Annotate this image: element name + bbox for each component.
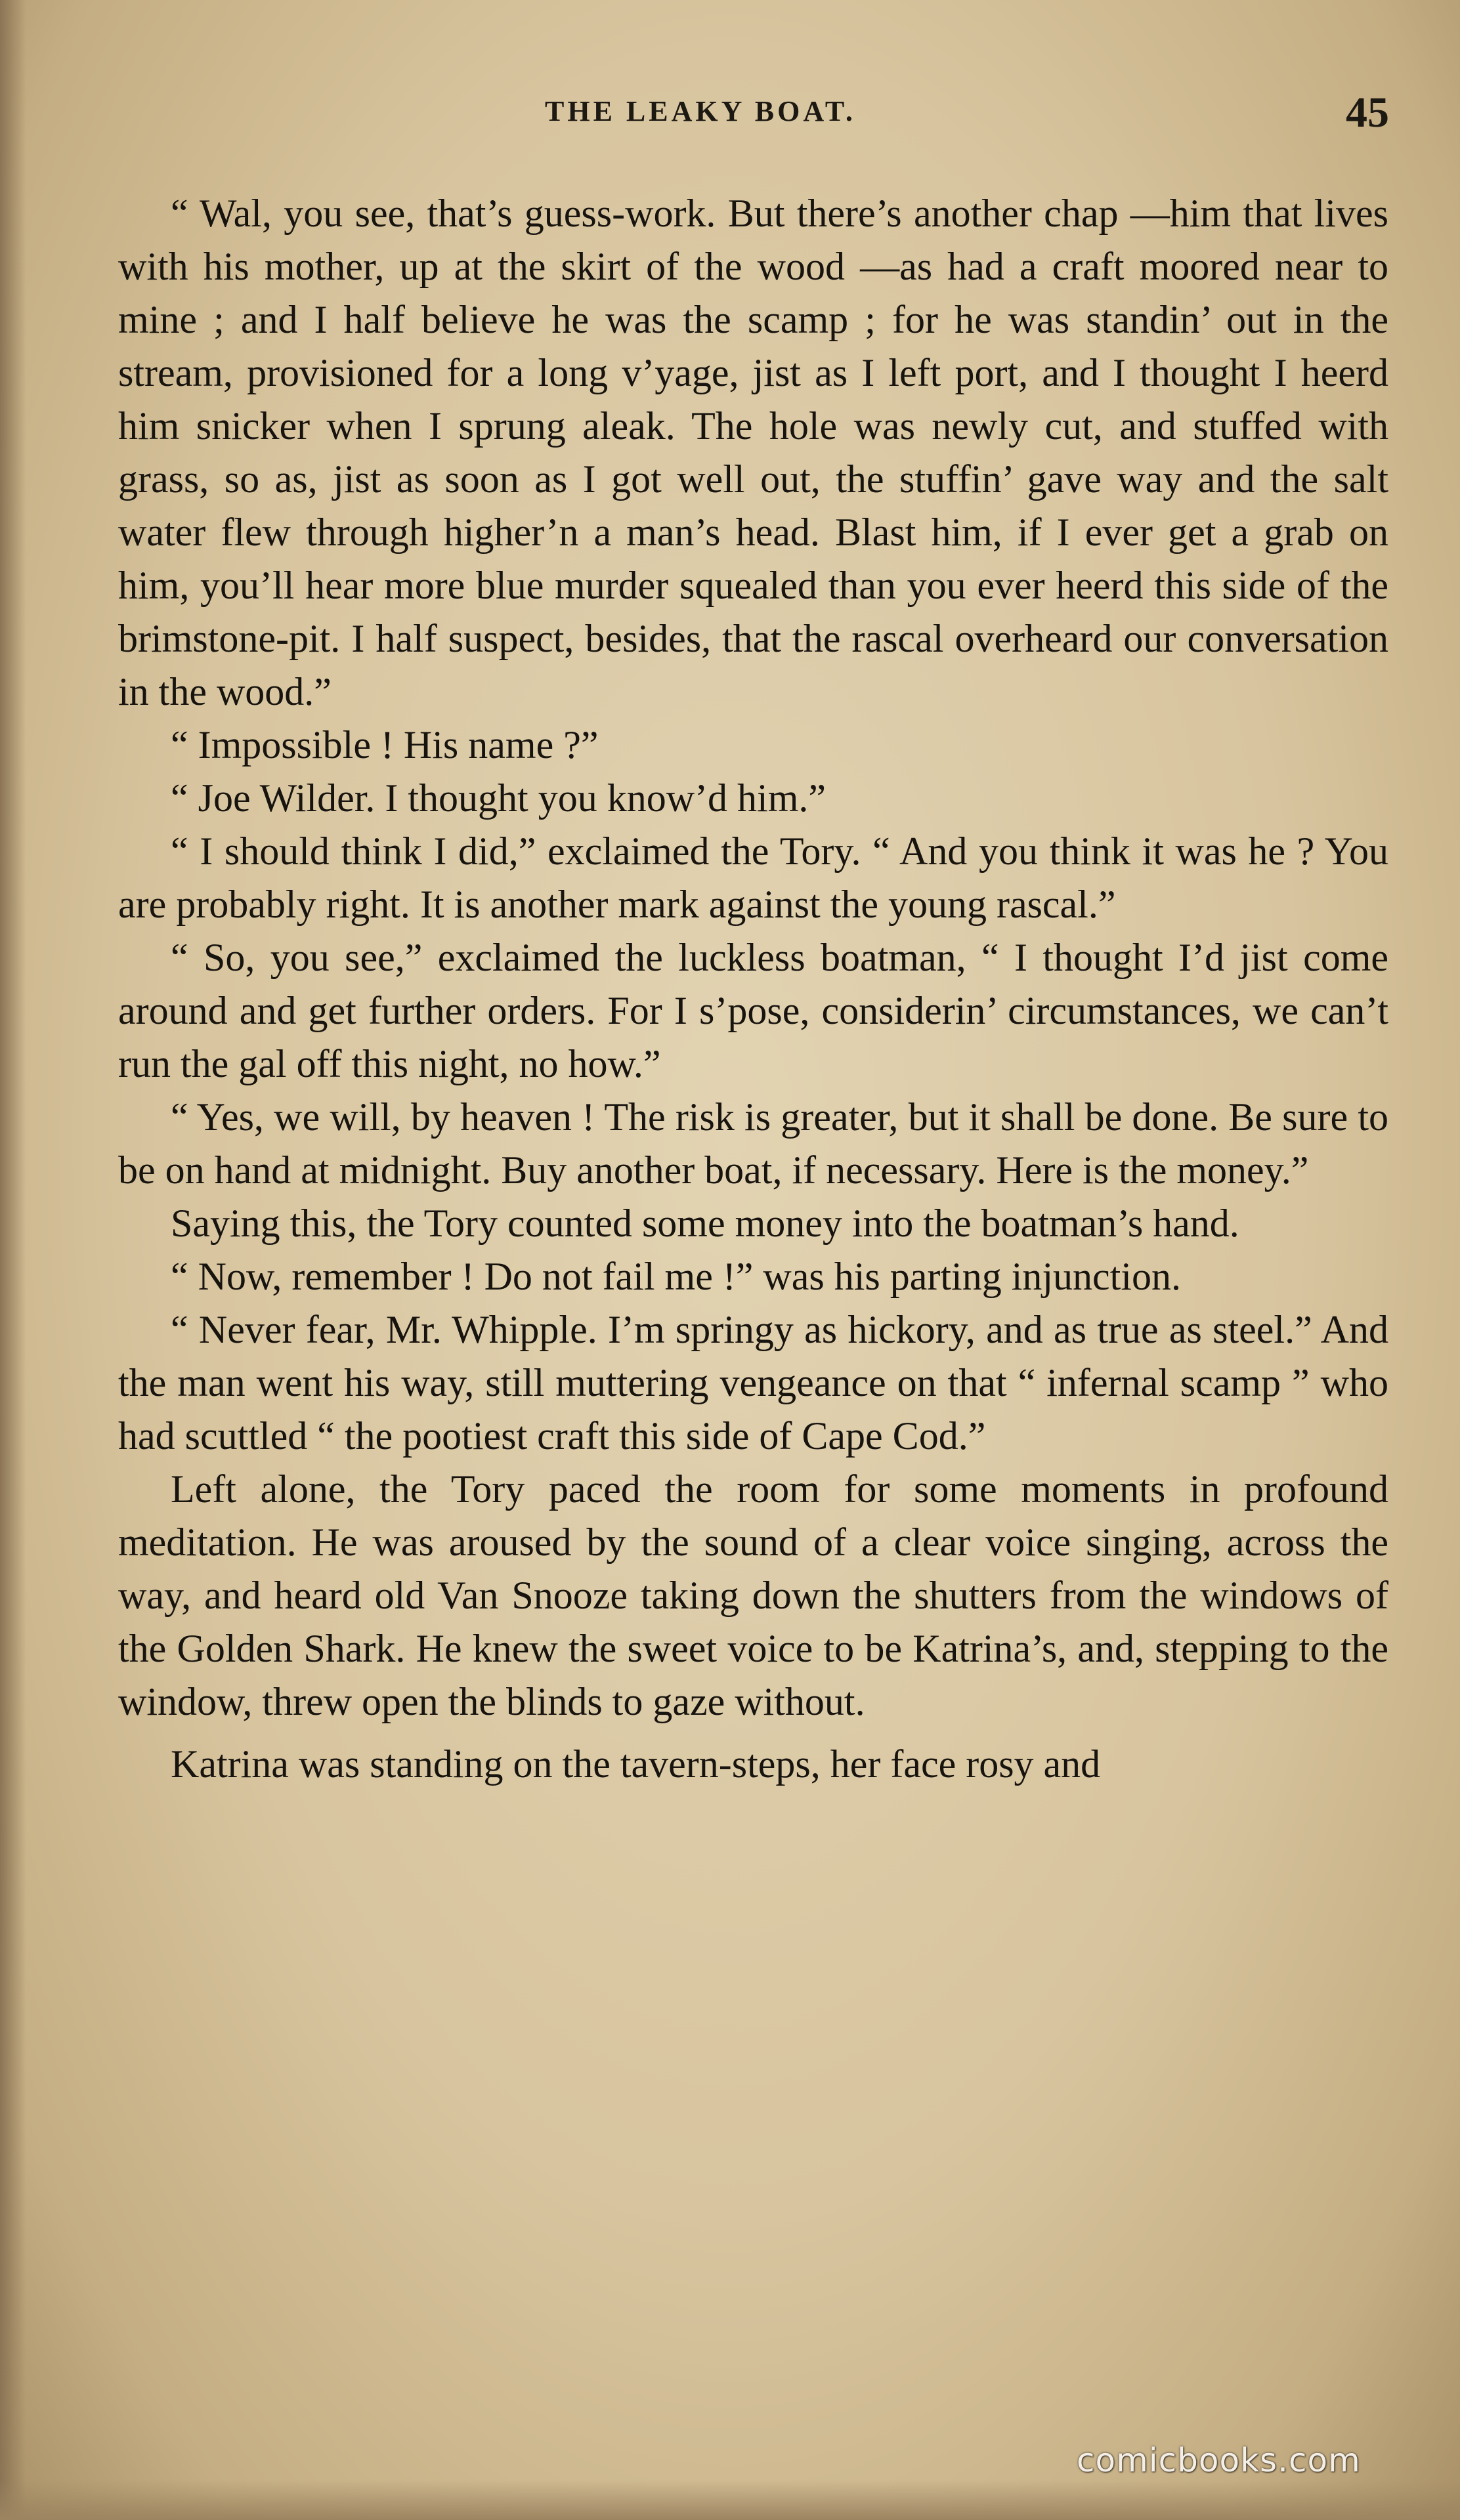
paragraph: “ Joe Wilder. I thought you know’d him.” bbox=[171, 776, 826, 820]
paragraph: “ Wal, you see, that’s guess-work. But there’s another chap —him that lives with his mother, up at the skirt of the wood —as had a craft moored near to mine ; and I half believe he was the scamp ; for he was standin’ out in the stream, provisioned for a long v’yage, jist as I left port, and I thought I heerd him snicker when I sprung aleak. The hole was newly cut, and stuffed with grass, so as, jist as soon as I got well out, the stuffin’ gave way and the salt water flew through higher’n a man’s head. Blast him, if I ever get a grab on him, you’ll hear more blue murder squealed than you ever heerd this side of the brimstone-pit. I half suspect, besides, that the rascal overheard our conversation in the wood.” bbox=[118, 192, 1388, 713]
paragraph: “ Never fear, Mr. Whipple. I’m springy as hickory, and as true as steel.” And the man went his way, still muttering vengeance on that “ infernal scamp ” who had scuttled “ the pootiest craft this side of Cape Cod.” bbox=[118, 1308, 1388, 1458]
paragraph: “ Now, remember ! Do not fail me !” was his parting injunction. bbox=[171, 1255, 1182, 1298]
page-header bbox=[0, 89, 1460, 144]
paragraph: Katrina was standing on the tavern-steps, her face rosy and bbox=[171, 1742, 1101, 1786]
watermark: comicbooks.com bbox=[1077, 2441, 1361, 2479]
running-title: THE LEAKY BOAT. bbox=[545, 95, 856, 127]
body-text bbox=[118, 187, 1388, 1791]
paragraph: Left alone, the Tory paced the room for some moments in profound meditation. He was aroused by the sound of a clear voice singing, across the way, and heard old Van Snooze taking down the shutters from the windows of the Golden Shark. He knew the sweet voice to be Katrina’s, and, stepping to the window, threw open the blinds to gaze without. bbox=[118, 1467, 1388, 1723]
paragraph: “ Yes, we will, by heaven ! The risk is greater, but it shall be done. Be sure to be on hand at midnight. Buy another boat, if necessary. Here is the money.” bbox=[118, 1095, 1388, 1192]
page-gutter-shadow bbox=[0, 0, 26, 2520]
page-number: 45 bbox=[1346, 89, 1389, 136]
paragraph: “ So, you see,” exclaimed the luckless boatman, “ I thought I’d jist come around and get further orders. For I s’pose, considerin’ circumstances, we can’t run the gal off this night, no how.” bbox=[118, 936, 1388, 1085]
paragraph: “ Impossible ! His name ?” bbox=[171, 723, 599, 766]
page-bottom-shadow bbox=[0, 2481, 1460, 2520]
paragraph: “ I should think I did,” exclaimed the Tory. “ And you think it was he ? You are probably right. It is another mark against the young rascal.” bbox=[118, 830, 1388, 926]
paragraph: Saying this, the Tory counted some money into the boatman’s hand. bbox=[171, 1202, 1239, 1245]
